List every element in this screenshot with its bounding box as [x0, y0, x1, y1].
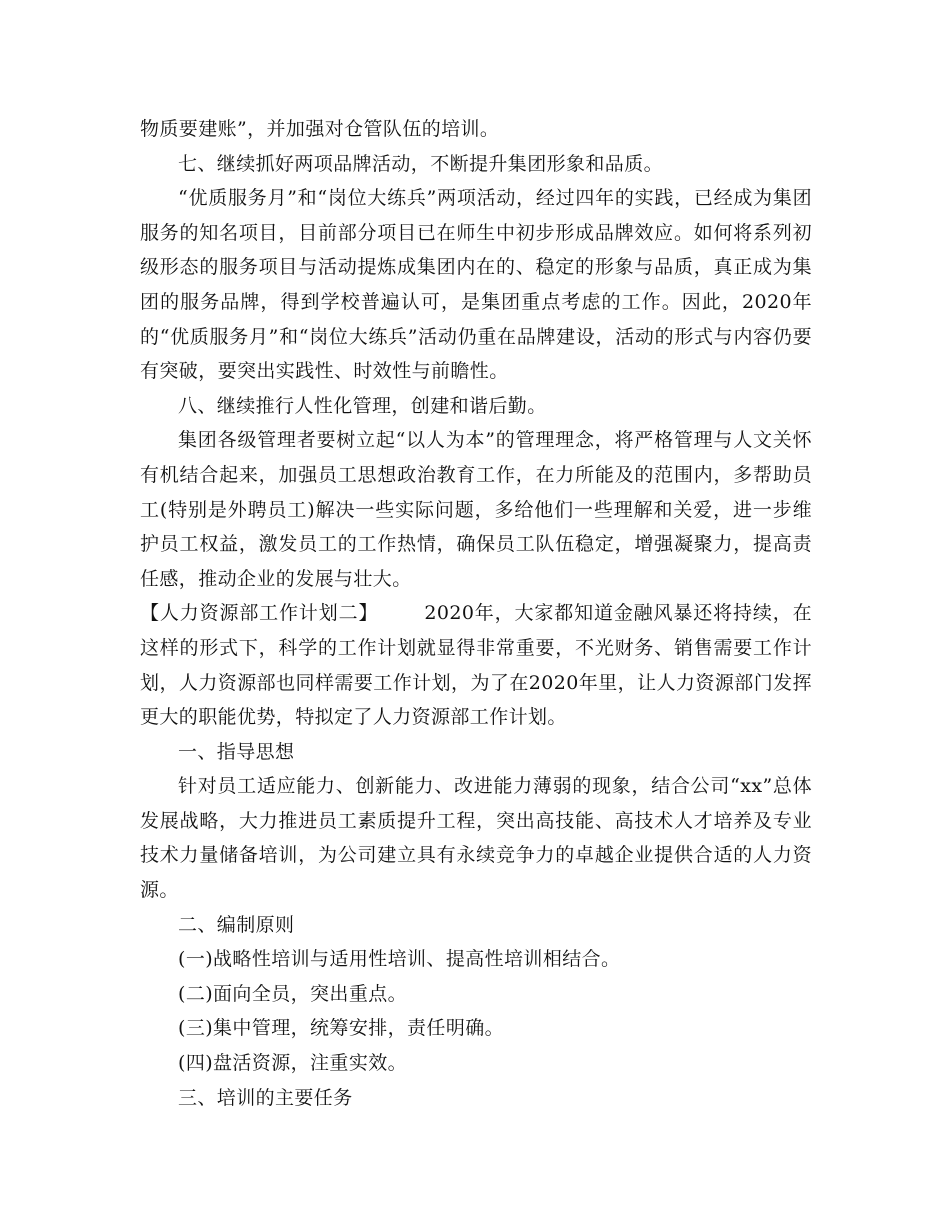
paragraph-warehouse-training: 物质要建账”，并加强对仓管队伍的培训。	[140, 118, 500, 140]
paragraph-humanized-management: 集团各级管理者要树立起“以人为本”的管理理念，将严格管理与人文关怀有机结合起来，加强员工思想政治教育工作，在力所能及的范围内，多帮助员工(特别是外聘员工)解决一些实际问题，多给他们一些理解和关爱，进一步维护员工权益，激发员工的工作热情，确保员工队伍稳定，增强凝聚力，提高责任感，推动企业的发展与壮大。	[140, 429, 812, 590]
principle-item-3: (三)集中管理，统筹安排，责任明确。	[178, 1017, 505, 1040]
section-heading-main-tasks: 三、培训的主要任务	[178, 1086, 353, 1109]
principle-item-1: (一)战略性培训与适用性培训、提高性培训相结合。	[178, 948, 621, 971]
paragraph-guiding-ideology: 针对员工适应能力、创新能力、改进能力薄弱的现象，结合公司“xx”总体发展战略，大力推进员工素质提升工程，突出高技能、高技术人才培养及专业技术力量储备培训，为公司建立具有永续竞争力的卓越企业提供合适的人力资源。	[140, 775, 812, 902]
principle-item-2: (二)面向全员，突出重点。	[178, 982, 408, 1005]
plan-two-intro-text: 2020年，大家都知道金融风暴还将持续，在这样的形式下，科学的工作计划就显得非常重要，不光财务、销售需要工作计划，人力资源部也同样需要工作计划，为了在2020年里，让人力资源部门发挥更大的职能优势，特拟定了人力资源部工作计划。	[140, 602, 812, 729]
section-heading-guiding-ideology: 一、指导思想	[178, 740, 295, 763]
section-heading-eight: 八、继续推行人性化管理，创建和谐后勤。	[178, 394, 547, 417]
document-body	[140, 112, 812, 1115]
paragraph-brand-activities: “优质服务月”和“岗位大练兵”两项活动，经过四年的实践，已经成为集团服务的知名项目，目前部分项目已在师生中初步形成品牌效应。如何将系列初级形态的服务项目与活动提炼成集团内在的、稳定的形象与品质，真正成为集团的服务品牌，得到学校普遍认可，是集团重点考虑的工作。因此，2020年的“优质服务月”和“岗位大练兵”活动仍重在品牌建设，活动的形式与内容仍要有突破，要突出实践性、时效性与前瞻性。	[140, 187, 812, 383]
section-heading-principles: 二、编制原则	[178, 913, 295, 936]
principle-item-4: (四)盘活资源，注重实效。	[178, 1052, 408, 1075]
section-heading-seven: 七、继续抓好两项品牌活动，不断提升集团形象和品质。	[178, 152, 664, 175]
plan-two-heading: 【人力资源部工作计划二】	[140, 602, 379, 625]
paragraph-hr-plan-intro	[140, 596, 812, 734]
